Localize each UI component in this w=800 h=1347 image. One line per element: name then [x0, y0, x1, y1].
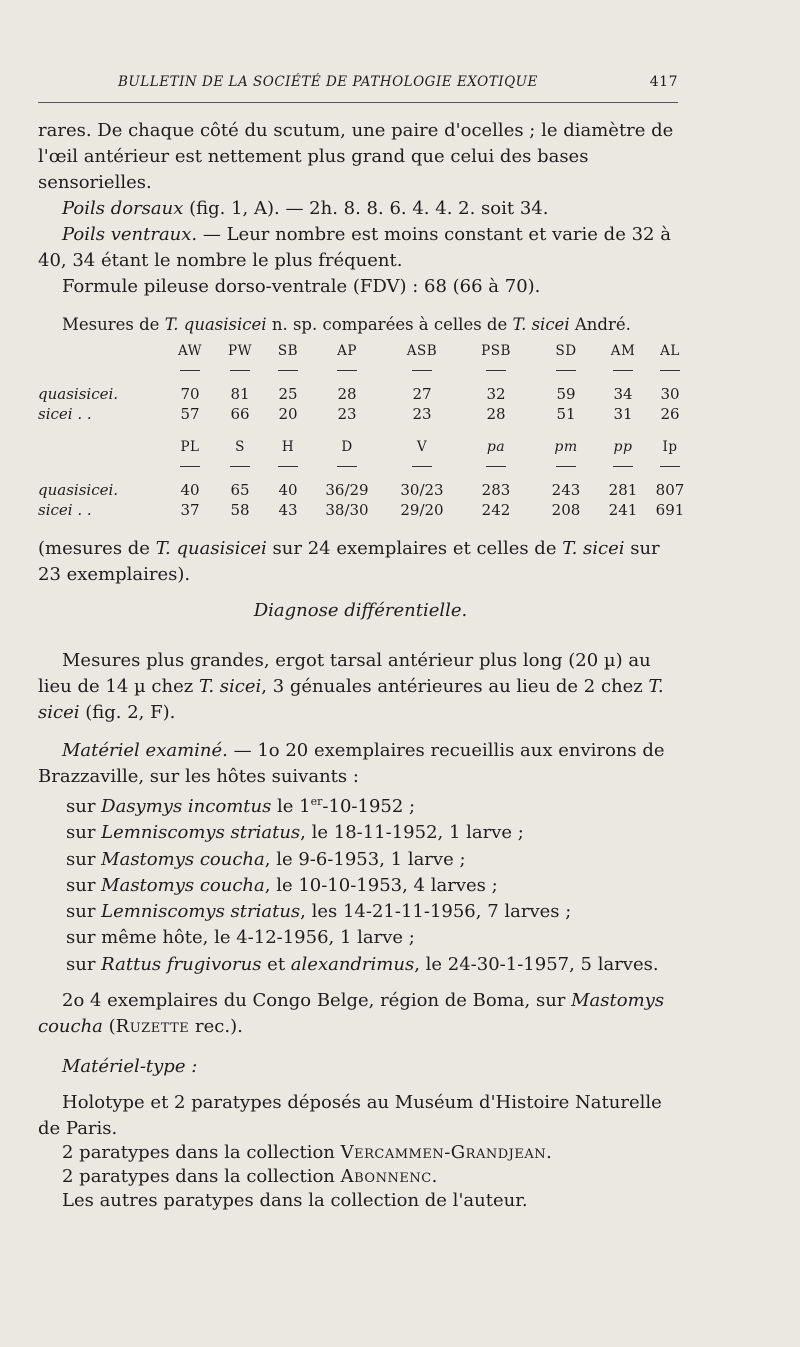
list-text: sur [66, 901, 102, 923]
table-row [38, 501, 688, 521]
second-lot-paragraph [38, 988, 683, 1040]
column-header: PSB [481, 343, 511, 359]
species-name: T. quasisicei [155, 538, 267, 559]
note-text-c: sur 23 exemplaires). [38, 538, 660, 585]
header-dash [660, 370, 680, 371]
paratype-line-1 [38, 1140, 683, 1166]
table-header-row [38, 343, 688, 363]
column-header: PW [228, 343, 252, 359]
table-cell: 40 [278, 481, 298, 499]
row-label: sicei . . [38, 501, 92, 519]
host-species: Lemniscomys striatus [101, 822, 301, 844]
header-dash [556, 370, 576, 371]
table-cell: 70 [180, 385, 200, 403]
holotype-paragraph: Holotype et 2 paratypes déposés au Muséum d'Histoire Naturelle de Paris. [38, 1092, 662, 1139]
column-header: AM [610, 343, 636, 359]
table-cell: 66 [230, 405, 250, 423]
note-text-a: (mesures de [38, 538, 156, 559]
diagnose-paragraph [38, 648, 683, 726]
table-cell: 27 [412, 385, 432, 403]
second-lot-text-b: ( [102, 1016, 116, 1037]
table-cell: 36/29 [325, 481, 369, 499]
species-name: Mastomys coucha [38, 990, 665, 1037]
list-text: sur [66, 848, 102, 870]
second-lot-text-a: 2o 4 exemplaires du Congo Belge, région de Boma, sur [62, 990, 572, 1011]
table-row [38, 481, 688, 501]
note-text-b: sur 24 exemplaires et celles de [266, 538, 563, 559]
host-species: alexandrimus [290, 953, 415, 975]
column-header: SD [555, 343, 577, 359]
list-text: sur [66, 822, 102, 844]
table-cell: 243 [551, 481, 581, 499]
list-item [66, 794, 659, 820]
header-rule [38, 102, 678, 103]
list-text: , le 24-30-1-1957, 5 larves. [414, 953, 659, 975]
table-cell: 691 [655, 501, 685, 519]
header-dash [278, 466, 298, 467]
diagnose-text-c: (fig. 2, F). [79, 702, 176, 723]
collection-name: Abonnenc [340, 1166, 432, 1187]
table-cell: 28 [486, 405, 506, 423]
header-dash [412, 370, 432, 371]
species-name: T. sicei [38, 676, 664, 723]
header-dash [486, 370, 506, 371]
table-cell: 281 [608, 481, 638, 499]
host-list [66, 794, 659, 978]
table-cell: 51 [556, 405, 576, 423]
header-dash [180, 466, 200, 467]
table-cell: 38/30 [325, 501, 369, 519]
table-cell: 23 [337, 405, 357, 423]
column-header: S [235, 439, 245, 455]
table-cell: 81 [230, 385, 250, 403]
paratype-text: 2 paratypes dans la collection [62, 1166, 341, 1187]
table-cell: 283 [481, 481, 511, 499]
header-dash [660, 466, 680, 467]
mesures-note [38, 536, 683, 588]
list-text: sur [66, 874, 102, 896]
table-cell: 32 [486, 385, 506, 403]
list-item [66, 925, 659, 951]
column-header: Ip [662, 439, 678, 455]
poils-dorsaux-label: Poils dorsaux [62, 198, 184, 219]
species-name: T. sicei [198, 676, 262, 697]
table-cell: 28 [337, 385, 357, 403]
list-text: et [261, 953, 291, 975]
list-item [66, 847, 659, 873]
host-species: Mastomys coucha [101, 848, 265, 870]
header-dash [337, 370, 357, 371]
host-species: Rattus frugivorus [101, 953, 262, 975]
header-dash [278, 370, 298, 371]
collection-name: Vercammen-Grandjean [340, 1142, 547, 1163]
journal-title: BULLETIN DE LA SOCIÉTÉ DE PATHOLOGIE EXOTIQUE [118, 74, 538, 90]
second-lot-text-c: rec.). [189, 1016, 243, 1037]
poils-ventraux-label: Poils ventraux. [62, 224, 198, 245]
table-cell: 30 [660, 385, 680, 403]
header-dash [180, 370, 200, 371]
header-dash [613, 370, 633, 371]
materiel-label: Matériel examiné. [62, 740, 228, 761]
column-header: ASB [406, 343, 438, 359]
period: . [546, 1142, 552, 1163]
table-cell: 34 [613, 385, 633, 403]
period: . [431, 1166, 438, 1187]
table-cell: 25 [278, 385, 298, 403]
table-row [38, 405, 688, 425]
table-cell: 58 [230, 501, 250, 519]
list-item [66, 820, 659, 846]
table-cell: 40 [180, 481, 200, 499]
table-cell: 59 [556, 385, 576, 403]
list-text: le 1er-10-1952 ; [271, 795, 416, 817]
table-cell: 65 [230, 481, 250, 499]
column-header: H [281, 439, 295, 455]
header-dash [412, 466, 432, 467]
list-text: sur [66, 953, 102, 975]
table-cell: 30/23 [400, 481, 444, 499]
table-cell: 241 [608, 501, 638, 519]
header-dash [613, 466, 633, 467]
header-dash [486, 466, 506, 467]
column-header: pp [613, 439, 633, 455]
table-cell: 807 [655, 481, 685, 499]
header-dash [556, 466, 576, 467]
table-cell: 31 [613, 405, 633, 423]
header-dash [230, 370, 250, 371]
poils-ventraux-paragraph [38, 222, 683, 274]
mesures-intro-text-c: André. [569, 315, 631, 334]
row-label: quasisicei. [38, 385, 119, 403]
species-name: T. sicei [512, 315, 570, 334]
host-species: Mastomys coucha [101, 874, 265, 896]
column-header: D [341, 439, 353, 455]
list-item [66, 899, 659, 925]
list-item [66, 952, 659, 978]
table-cell: 20 [278, 405, 298, 423]
species-name: T. quasisicei [164, 315, 267, 334]
collector-name: Ruzette [115, 1016, 190, 1037]
diagnose-text-a: Mesures plus grandes, ergot tarsal antérieur plus long (20 µ) au lieu de 14 µ chez [38, 650, 651, 697]
list-text: , le 10-10-1953, 4 larves ; [264, 874, 498, 896]
column-header: pm [554, 439, 578, 455]
materiel-paragraph [38, 738, 683, 790]
column-header: PL [180, 439, 200, 455]
column-header: AW [177, 343, 203, 359]
table-cell: 37 [180, 501, 200, 519]
column-header: V [416, 439, 428, 455]
description-paragraph: rares. De chaque côté du scutum, une paire d'ocelles ; le diamètre de l'œil antérieur est nettement plus grand que celui des bases sensorielles. [38, 120, 674, 193]
paratype-line-3: Les autres paratypes dans la collection de l'auteur. [62, 1190, 528, 1211]
row-label: quasisicei. [38, 481, 119, 499]
formule-paragraph: Formule pileuse dorso-ventrale (FDV) : 68 (66 à 70). [62, 276, 541, 297]
materiel-text: — 1o 20 exemplaires recueillis aux environs de Brazzaville, sur les hôtes suivants : [38, 740, 665, 787]
diagnose-heading: Diagnose différentielle. [253, 600, 468, 621]
mesures-intro [38, 312, 683, 338]
table-cell: 208 [551, 501, 581, 519]
table-cell: 242 [481, 501, 511, 519]
species-name: T. sicei [562, 538, 625, 559]
paratype-text: 2 paratypes dans la collection [62, 1142, 341, 1163]
table-cell: 43 [278, 501, 298, 519]
host-species: Dasymys incomtus [101, 796, 272, 817]
column-header: AL [660, 343, 680, 359]
table-cell: 57 [180, 405, 200, 423]
list-text: , les 14-21-11-1956, 7 larves ; [300, 901, 572, 923]
materiel-type-label: Matériel-type : [62, 1056, 198, 1077]
mesures-intro-text-a: Mesures de [62, 315, 165, 334]
table-cell: 23 [412, 405, 432, 423]
page-number: 417 [649, 74, 678, 90]
table-cell: 29/20 [400, 501, 444, 519]
diagnose-text-b: , 3 génuales antérieures au lieu de 2 chez [261, 676, 649, 697]
row-label: sicei . . [38, 405, 92, 423]
column-header: SB [277, 343, 299, 359]
list-text: , le 9-6-1953, 1 larve ; [264, 848, 466, 870]
table-header-row [38, 439, 688, 459]
header-dash [337, 466, 357, 467]
mesures-intro-text-b: n. sp. comparées à celles de [266, 315, 513, 334]
list-item [66, 873, 659, 899]
header-dash [230, 466, 250, 467]
list-text: sur même hôte, le 4-12-1956, 1 larve ; [66, 927, 415, 949]
list-text: , le 18-11-1952, 1 larve ; [300, 822, 524, 844]
column-header: AP [337, 343, 357, 359]
paratype-line-2 [38, 1164, 683, 1190]
poils-ventraux-text: — Leur nombre est moins constant et varie de 32 à 40, 34 étant le nombre le plus fréquent. [38, 224, 671, 271]
table-cell: 26 [660, 405, 680, 423]
column-header: pa [486, 439, 506, 455]
running-header [38, 74, 678, 96]
table-row [38, 385, 688, 405]
materiel-type-heading [38, 1054, 683, 1080]
host-species: Lemniscomys striatus [101, 901, 301, 923]
list-text: sur [66, 796, 102, 817]
poils-dorsaux-paragraph [38, 196, 683, 222]
poils-dorsaux-text: (fig. 1, A). — 2h. 8. 8. 6. 4. 4. 2. soit 34. [183, 198, 549, 219]
